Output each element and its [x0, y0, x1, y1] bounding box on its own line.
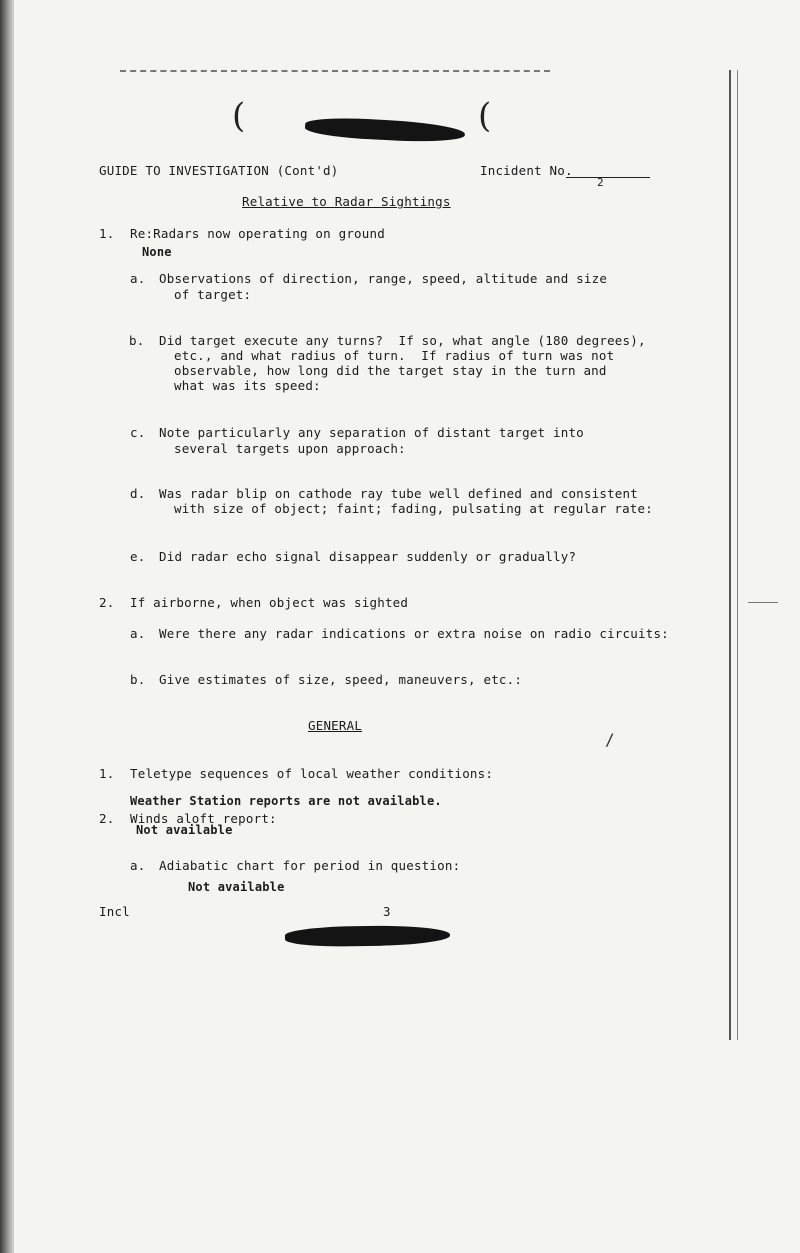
radar-q1d-line1: Was radar blip on cathode ray tube well defined and consistent	[159, 486, 638, 501]
radar-q2b-letter: b.	[130, 672, 146, 687]
radar-q1c-letter: c.	[130, 425, 146, 440]
general-q1-number: 1.	[99, 766, 115, 781]
general-q1-text: Teletype sequences of local weather conditions:	[130, 766, 494, 781]
redaction-bottom	[285, 925, 450, 948]
radar-q1a-line1: Observations of direction, range, speed, altitude and size	[159, 271, 608, 286]
radar-q1d-line2: with size of object; faint; fading, pulsating at regular rate:	[174, 501, 653, 516]
radar-q1e-line1: Did radar echo signal disappear suddenly or gradually?	[159, 549, 577, 564]
radar-q2b-line1: Give estimates of size, speed, maneuvers, etc.:	[159, 672, 523, 687]
radar-q2-number: 2.	[99, 595, 115, 610]
incident-underline	[566, 177, 650, 178]
general-q2a-text: Adiabatic chart for period in question:	[159, 858, 461, 873]
radar-q1c-line2: several targets upon approach:	[174, 441, 406, 456]
radar-q1a-line2: of target:	[174, 287, 252, 302]
radar-q1c-line1: Note particularly any separation of distant target into	[159, 425, 584, 440]
footer-incl: Incl	[99, 904, 130, 919]
radar-q1b-line2: etc., and what radius of turn. If radius of turn was not	[174, 348, 615, 363]
radar-q1-number: 1.	[99, 226, 115, 241]
radar-q2a-line1: Were there any radar indications or extra noise on radio circuits:	[159, 626, 669, 641]
radar-q1-answer: None	[142, 245, 172, 259]
radar-q2-text: If airborne, when object was sighted	[130, 595, 409, 610]
radar-q1d-letter: d.	[130, 486, 146, 501]
radar-q1-text: Re:Radars now operating on ground	[130, 226, 385, 241]
incident-number: 2	[597, 176, 604, 189]
radar-q1b-line4: what was its speed:	[174, 378, 321, 393]
radar-q1a-letter: a.	[130, 271, 146, 286]
scan-edge-right	[729, 70, 738, 1040]
radar-q2a-letter: a.	[130, 626, 146, 641]
section-title-general: GENERAL	[308, 718, 363, 733]
incident-label: Incident No.	[480, 163, 573, 178]
general-q2a-letter: a.	[130, 858, 146, 873]
general-q2-text: Winds aloft report:	[130, 811, 277, 826]
right-paren-mark: (	[478, 96, 492, 136]
redaction-top	[305, 116, 466, 144]
top-dashed-rule	[120, 70, 550, 74]
radar-q1b-letter: b.	[129, 333, 145, 348]
margin-tick	[748, 602, 778, 603]
left-paren-mark: (	[232, 96, 246, 136]
general-q2-number: 2.	[99, 811, 115, 826]
radar-q1b-line3: observable, how long did the target stay in the turn and	[174, 363, 607, 378]
general-q1-answer: Weather Station reports are not available.	[130, 794, 442, 808]
general-q2-answer: Not available	[136, 823, 233, 837]
section-title-radar: Relative to Radar Sightings	[242, 194, 451, 209]
radar-q1b-line1: Did target execute any turns? If so, what angle (180 degrees),	[159, 333, 646, 348]
general-q2a-answer: Not available	[188, 880, 285, 894]
page-number: 3	[383, 904, 391, 919]
scan-edge-left	[0, 0, 14, 1253]
stray-mark: /	[605, 730, 615, 749]
radar-q1e-letter: e.	[130, 549, 146, 564]
document-title: GUIDE TO INVESTIGATION (Cont'd)	[99, 163, 339, 178]
